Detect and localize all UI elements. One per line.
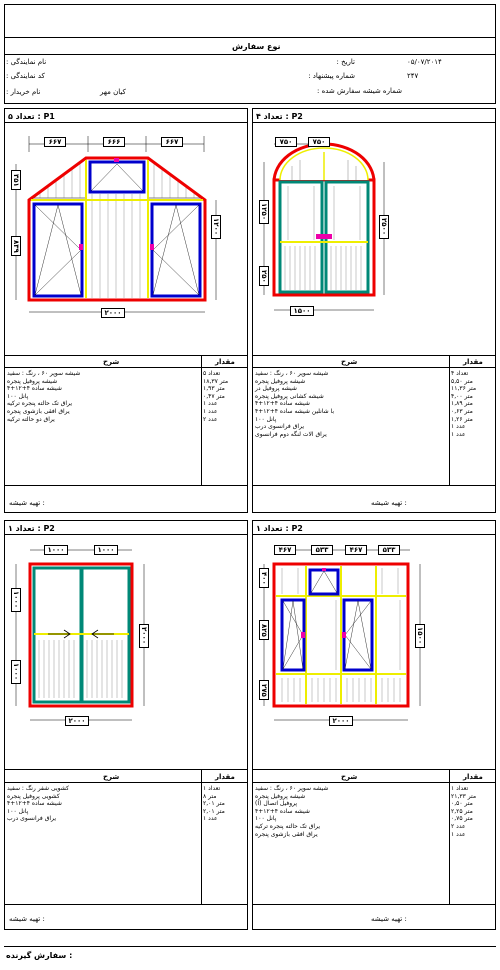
p2b-dim-left-1: ۱۰۰۰ — [11, 588, 21, 612]
p1-dim-bottom: ۲۰۰۰ — [101, 308, 125, 318]
p1-dim-left-2: ۸۳۹ — [11, 236, 21, 256]
material-qty: متر ۱,۲۶ — [451, 415, 473, 423]
proposal-value: ۲۴۷ — [407, 72, 419, 80]
p2c-dim-left-3: ۲۷۵ — [259, 680, 269, 700]
p1-dim-top-3: ۶۶۷ — [161, 137, 183, 147]
panel-p1-col-divider — [201, 355, 202, 485]
panel-p2c-desc-header: شرح — [341, 773, 358, 781]
material-qty: متر ۰,۴۷ — [203, 392, 225, 400]
panel-p2b-col-divider — [201, 769, 202, 904]
material-desc: پانل ۱۰۰ — [7, 807, 29, 815]
panel-p2c-title: تعداد ۱ : P2 — [256, 524, 303, 533]
material-desc: شیشه ساده ۴+۱۲+۴ — [7, 800, 62, 808]
material-desc: شیشه ساده ۴+۱۲+۴ — [7, 385, 62, 393]
p1-dim-top-2: ۶۶۶ — [103, 137, 125, 147]
glass-order-label: شماره شیشه سفارش شده : — [317, 87, 402, 95]
material-desc: پانل ۱۰۰ — [7, 392, 29, 400]
material-desc: کشویی پروفیل پنجره — [7, 792, 60, 800]
panel-p2-desc-list — [255, 370, 445, 438]
panel-p2c-window-drawing — [252, 534, 496, 766]
order-type-title: نوع سفارش — [232, 42, 281, 51]
date-value: ۰۵/۰۷/۲۰۱۴ — [407, 58, 442, 66]
material-desc: کشویی شفر رنگ : سفید — [7, 785, 69, 792]
panel-p2c-footer: تهیه شیشه : — [371, 915, 407, 923]
material-qty: تعداد ۱ — [203, 785, 221, 792]
material-desc: پانل ۱۰۰ — [255, 415, 277, 423]
panel-p2-footer-line — [253, 485, 495, 486]
p2-dim-left-1: ۱۲۵۰ — [259, 200, 269, 224]
material-desc: شیشه پروفیل پنجره — [255, 377, 306, 385]
panel-p1-qty-list — [203, 370, 245, 423]
panel-p2c-qty-header: مقدار — [463, 773, 483, 781]
material-qty: تعداد ۴ — [451, 370, 469, 377]
panel-p1-desc-header: شرح — [103, 358, 120, 366]
p2b-dim-top-1: ۱۰۰۰ — [44, 545, 68, 555]
material-desc: شیشه کشانی پروفیل پنجره — [255, 392, 324, 400]
panel-p1-drawing-bottom — [5, 355, 247, 356]
panel-p1-footer-line — [5, 485, 247, 486]
proposal-label: شماره پیشنهاد : — [308, 72, 355, 80]
panel-p2c-drawing-bottom — [253, 769, 495, 770]
material-desc: شیشه سوپر ۶۰ ، رنگ : سفید — [255, 370, 329, 377]
panel-p2b-qty-header: مقدار — [215, 773, 235, 781]
p2c-dim-top-4: ۵۳۳ — [378, 545, 400, 555]
panel-p2c-desc-list — [255, 785, 445, 838]
p2b-dim-right: ۲۰۰۰ — [139, 624, 149, 648]
p1-dim-right: ۱۲۰۰ — [211, 215, 221, 239]
panel-p1-qty-header: مقدار — [215, 358, 235, 366]
material-desc: شیشه ساده ۴+۱۲+۴ — [255, 400, 310, 408]
panel-p1-title: تعداد ۵ : P1 — [8, 112, 55, 121]
material-qty: متر ۱,۹۳ — [203, 385, 225, 393]
material-qty: متر ۰,۶۳ — [451, 407, 473, 415]
p2c-dim-right: ۱۵۰۰ — [415, 624, 425, 648]
material-desc: یراق دو حالته ترکیه — [7, 415, 55, 423]
panel-p2b-footer: تهیه شیشه : — [9, 915, 45, 923]
p2c-dim-top-3: ۴۶۷ — [345, 545, 367, 555]
buyer-value: کیان مهر — [100, 88, 126, 96]
p2-dim-top-1: ۷۵۰ — [275, 137, 297, 147]
panel-p2c-footer-line — [253, 904, 495, 905]
panel-p1-footer: تهیه شیشه : — [9, 499, 45, 507]
panel-p2b-desc-header: شرح — [103, 773, 120, 781]
material-qty: متر ۰,۵۰ — [451, 800, 473, 808]
agent-code-label: کد نمایندگی : — [6, 72, 45, 80]
agent-name-label: نام نمایندگی : — [6, 58, 47, 66]
material-desc: یراق تک حالته پنجره ترکیه — [255, 822, 321, 830]
p2c-dim-left-2: ۸۲۵ — [259, 620, 269, 640]
material-qty: عدد ۱ — [451, 830, 466, 838]
material-desc: شیشه پروفیل پنجره — [7, 377, 58, 385]
panel-p2b-sliding-door-drawing — [4, 534, 248, 766]
header-divider — [4, 37, 496, 38]
material-qty: متر ۵,۵۰ — [451, 377, 473, 385]
p2b-dim-top-2: ۱۰۰۰ — [94, 545, 118, 555]
material-qty: متر ۲,۲۵ — [451, 807, 473, 815]
material-qty: متر ۸ — [203, 792, 217, 800]
material-qty: متر ۲۱,۳۳ — [451, 792, 477, 800]
material-qty: عدد ۱ — [451, 423, 466, 431]
material-desc: یراق فرانسوی درب — [255, 423, 304, 431]
panel-p2b-drawing-bottom — [5, 769, 247, 770]
panel-p2-footer: تهیه شیشه : — [371, 499, 407, 507]
panel-p2c-header-line — [253, 782, 495, 783]
panel-p2c-qty-list — [451, 785, 493, 838]
material-qty: متر ۰,۷۵ — [451, 815, 473, 823]
p2-dim-right: ۲۵۰۰ — [379, 215, 389, 239]
panel-p2b-desc-list — [7, 785, 197, 823]
material-qty: تعداد ۵ — [203, 370, 221, 377]
panel-p2b-footer-line — [5, 904, 247, 905]
p2-dim-bottom: ۱۵۰۰ — [290, 306, 314, 316]
p2c-dim-top-1: ۴۶۷ — [274, 545, 296, 555]
material-qty: متر ۱۸,۳۷ — [203, 377, 229, 385]
panel-p2-door-drawing — [252, 122, 496, 354]
p1-dim-left-1: ۳۵۱ — [11, 170, 21, 190]
p2-dim-left-2: ۲۵۰ — [259, 266, 269, 286]
material-desc: شیشه سوپر ۶۰ ، رنگ : سفید — [7, 370, 81, 377]
material-qty: متر ۴,۰۰ — [451, 392, 473, 400]
material-qty: عدد ۲ — [203, 415, 218, 423]
material-qty: عدد ۲ — [451, 822, 466, 830]
material-desc: پانل ۱۰۰ — [255, 815, 277, 823]
material-desc: (I) پروفیل اتصال — [255, 800, 298, 808]
panel-p1-header-line — [5, 367, 247, 368]
panel-p2-qty-list — [451, 370, 493, 438]
material-qty: تعداد ۱ — [451, 785, 469, 792]
panel-p2-qty-header: مقدار — [463, 358, 483, 366]
material-desc: شیشه پروفیل در — [255, 385, 297, 393]
material-desc: شیشه سوپر ۶۰ ، رنگ : سفید — [255, 785, 329, 792]
material-qty: عدد ۱ — [203, 815, 218, 823]
panel-p2b-qty-list — [203, 785, 245, 823]
material-desc: شیشه پروفیل پنجره — [255, 792, 306, 800]
material-qty: عدد ۱ — [203, 407, 218, 415]
buyer-label: نام خریدار : — [6, 88, 41, 96]
p1-dim-top-1: ۶۶۷ — [44, 137, 66, 147]
p2b-dim-bottom: ۲۰۰۰ — [65, 716, 89, 726]
p2c-dim-top-2: ۵۳۳ — [311, 545, 333, 555]
p2-dim-top-2: ۷۵۰ — [308, 137, 330, 147]
material-qty: متر ۲,۰۱ — [203, 807, 225, 815]
panel-p2-desc-header: شرح — [341, 358, 358, 366]
p2c-dim-left-1: ۴۰۰ — [259, 568, 269, 588]
panel-p2-title: تعداد ۴ : P2 — [256, 112, 303, 121]
p2b-dim-left-2: ۱۰۰۰ — [11, 660, 21, 684]
material-qty: متر ۱۱,۳۶ — [451, 385, 477, 393]
panel-p2c-col-divider — [449, 769, 450, 904]
material-qty: عدد ۱ — [203, 400, 218, 408]
material-desc: شیشه ساده ۴+۱۲+۴ — [255, 807, 310, 815]
material-qty: متر ۱,۸۹ — [451, 400, 473, 408]
panel-p2b-title: تعداد ۱ : P2 — [8, 524, 55, 533]
panel-p1-desc-list — [7, 370, 197, 423]
panel-p2-drawing-bottom — [253, 355, 495, 356]
page-footer-line — [4, 946, 496, 947]
panel-p2-col-divider — [449, 355, 450, 485]
material-qty: عدد ۱ — [451, 430, 466, 438]
material-desc: با شانلین شیشه ساده ۴+۱۲+۴ — [255, 407, 335, 415]
material-qty: متر ۲,۰۱ — [203, 800, 225, 808]
title-divider — [4, 54, 496, 55]
panel-p2-header-line — [253, 367, 495, 368]
material-desc: یراق تک حالته پنجره ترکیه — [7, 400, 73, 408]
date-label: تاریخ : — [336, 58, 355, 66]
material-desc: یراق الات لنگه دوم فرانسوی — [255, 430, 327, 438]
page-footer-label: سفارش گیرنده : — [6, 951, 73, 960]
panel-p2b-header-line — [5, 782, 247, 783]
material-desc: یراق فرانسوی درب — [7, 815, 56, 823]
material-desc: یراق افقی بازشوی پنجره — [255, 830, 318, 838]
p2c-dim-bottom: ۲۰۰۰ — [329, 716, 353, 726]
material-desc: یراق افقی بازشوی پنجره — [7, 407, 70, 415]
